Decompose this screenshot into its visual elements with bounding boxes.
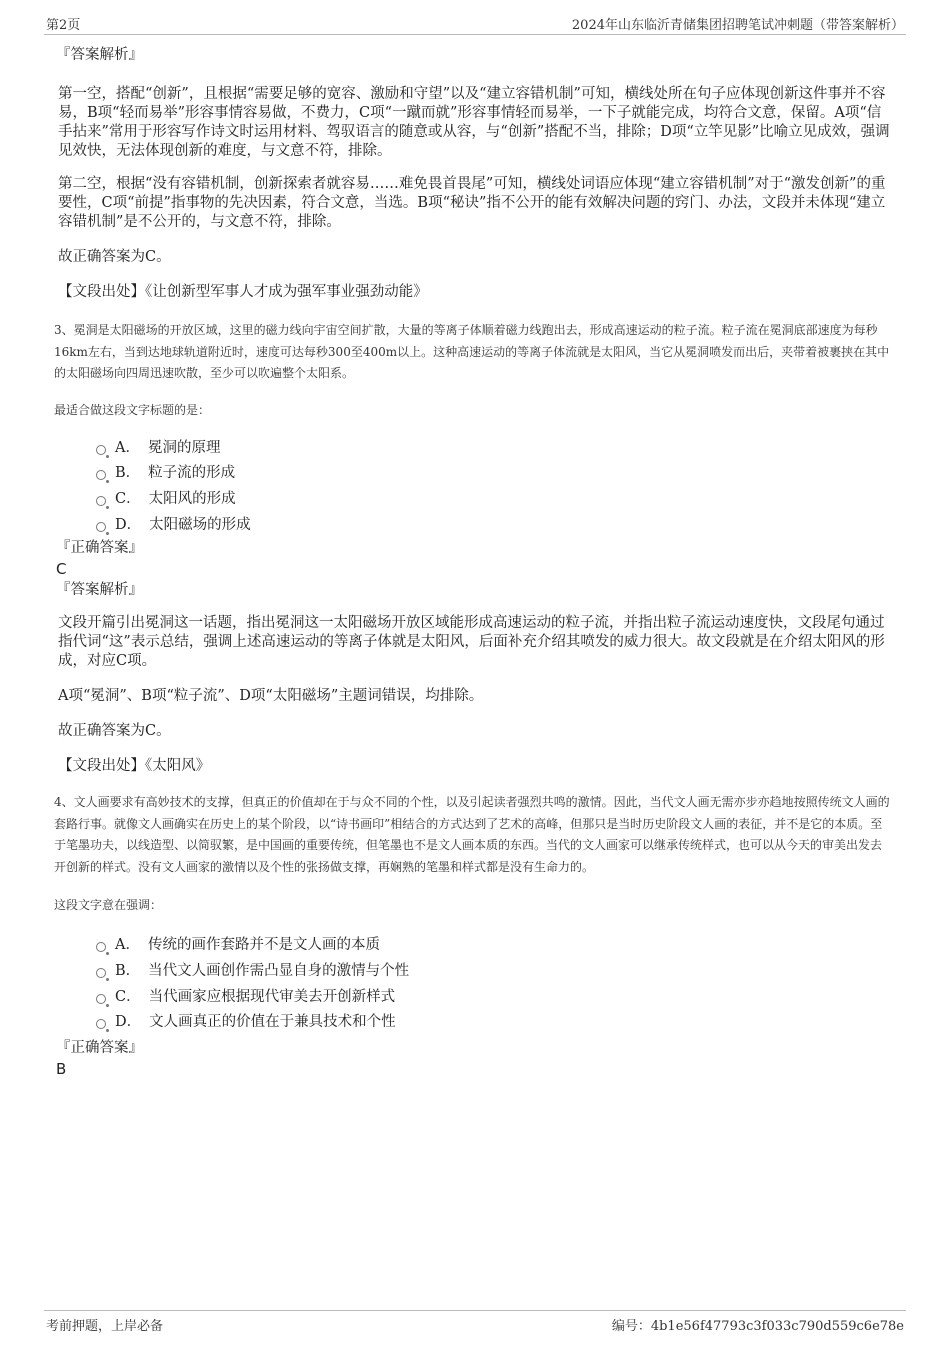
- radio-icon[interactable]: [96, 968, 106, 978]
- option-d[interactable]: D． 太阳磁场的形成: [58, 513, 893, 539]
- option-c[interactable]: C． 太阳风的形成: [58, 487, 893, 513]
- correct-answer-label: 『正确答案』: [56, 1040, 143, 1056]
- option-d[interactable]: D． 文人画真正的价值在于兼具技术和个性: [58, 1010, 893, 1036]
- correct-answer-label: 『正确答案』: [56, 540, 143, 557]
- page-number: 第2页: [46, 18, 81, 33]
- conclusion-text: 故正确答案为C。: [58, 723, 171, 740]
- analysis-label: 『答案解析』: [56, 582, 143, 599]
- option-a[interactable]: A． 传统的画作套路并不是文人画的本质: [58, 933, 893, 959]
- question-3-text: 3、冕洞是太阳磁场的开放区域，这里的磁力线向宇宙空间扩散，大量的等离子体顺着磁力线跑出去，形成高速运动的粒子流。粒子流在冕洞底部速度为每秒16km左右，当到达地球轨道附近时，速度可达每秒300至400m以上。这种高速运动的等离子体流就是太阳风，当它从冕洞喷发而出后，夹带着被裹挟在其中的太阳磁场向四周迅速吹散，至少可以吹遍整个太阳系。: [54, 323, 890, 380]
- source-text: 【文段出处】《让创新型军事人才成为强军事业强劲动能》: [58, 284, 428, 300]
- page-header: [44, 14, 906, 35]
- document-title: 2024年山东临沂青储集团招聘笔试冲刺题（带答案解析）: [571, 18, 904, 33]
- analysis-label: 『答案解析』: [56, 47, 143, 63]
- option-b[interactable]: B． 当代文人画创作需凸显自身的激情与个性: [58, 959, 893, 985]
- correct-answer: C: [56, 560, 67, 579]
- analysis-paragraph: A项“冕洞”、B项“粒子流”、D项“太阳磁场”主题词错误，均排除。: [58, 688, 484, 705]
- radio-icon[interactable]: [96, 470, 106, 480]
- radio-icon[interactable]: [96, 445, 106, 455]
- option-a[interactable]: A． 冕洞的原理: [58, 436, 893, 462]
- radio-icon[interactable]: [96, 522, 106, 532]
- analysis-paragraph: 第二空，根据“没有容错机制，创新探索者就容易……难免畏首畏尾”可知，横线处词语应体现“建立容错机制”对于“激发创新”的重要性，C项“前提”指事物的先决因素，符合文意，当选。B项“秘诀”指不公开的能有效解决问题的窍门、办法，文段并未体现“建立容错机制”是不公开的，与文意不符，排除。: [58, 176, 886, 230]
- radio-icon[interactable]: [96, 1019, 106, 1029]
- question-4-options: [58, 933, 893, 1036]
- question-3-options: [58, 436, 893, 539]
- radio-icon[interactable]: [96, 994, 106, 1004]
- radio-icon[interactable]: [96, 942, 106, 952]
- footer-slogan: 考前押题，上岸必备: [46, 1319, 164, 1334]
- option-c[interactable]: C． 当代画家应根据现代审美去开创新样式: [58, 985, 893, 1011]
- source-text: 【文段出处】《太阳风》: [58, 758, 211, 775]
- question-3-prompt: 最适合做这段文字标题的是：: [54, 402, 211, 417]
- question-4-prompt: 这段文字意在强调：: [54, 898, 163, 913]
- document-id: 编号：4b1e56f47793c3f033c790d559c6e78e: [611, 1319, 904, 1334]
- page-footer: [44, 1310, 906, 1335]
- radio-icon[interactable]: [96, 496, 106, 506]
- conclusion-text: 故正确答案为C。: [58, 249, 171, 265]
- correct-answer: B: [56, 1060, 67, 1078]
- page-content: [54, 45, 893, 1078]
- analysis-paragraph: 文段开篇引出冕洞这一话题，指出冕洞这一太阳磁场开放区域能形成高速运动的粒子流，并指出粒子流运动速度快，文段尾句通过指代词“这”表示总结，强调上述高速运动的等离子体就是太阳风，后面补充介绍其喷发的威力很大。故文段就是在介绍太阳风的形成，对应C项。: [58, 615, 885, 670]
- analysis-paragraph: 第一空，搭配“创新”，且根据“需要足够的宽容、激励和守望”以及“建立容错机制”可知，横线处所在句子应体现创新这件事并不容易，B项“轻而易举”形容事情容易做，不费力，C项“一蹴而就”形容事情轻而易举，一下子就能完成，均符合文意，保留。A项“信手拈来”常用于形容写作诗文时运用材料、驾驭语言的随意或从容，与“创新”搭配不当，排除；D项“立竿见影”比喻立见成效，强调见效快，无法体现创新的难度，与文意不符，排除。: [58, 86, 890, 159]
- option-b[interactable]: B． 粒子流的形成: [58, 461, 893, 487]
- question-4-text: 4、文人画要求有高妙技术的支撑，但真正的价值却在于与众不同的个性，以及引起读者强烈共鸣的激情。因此，当代文人画无需亦步亦趋地按照传统文人画的套路行事。就像文人画确实在历史上的某个阶段，以“诗书画印”相结合的方式达到了艺术的高峰，但那只是当时历史阶段文人画的表征，并不是它的本质。至于笔墨功夫，以线造型、以简驭繁，是中国画的重要传统，但笔墨也不是文人画本质的东西。当代的文人画家可以继承传统样式，也可以从今天的审美出发去开创新的样式。没有文人画家的激情以及个性的张扬做支撑，再娴熟的笔墨和样式都是没有生命力的。: [54, 795, 890, 874]
